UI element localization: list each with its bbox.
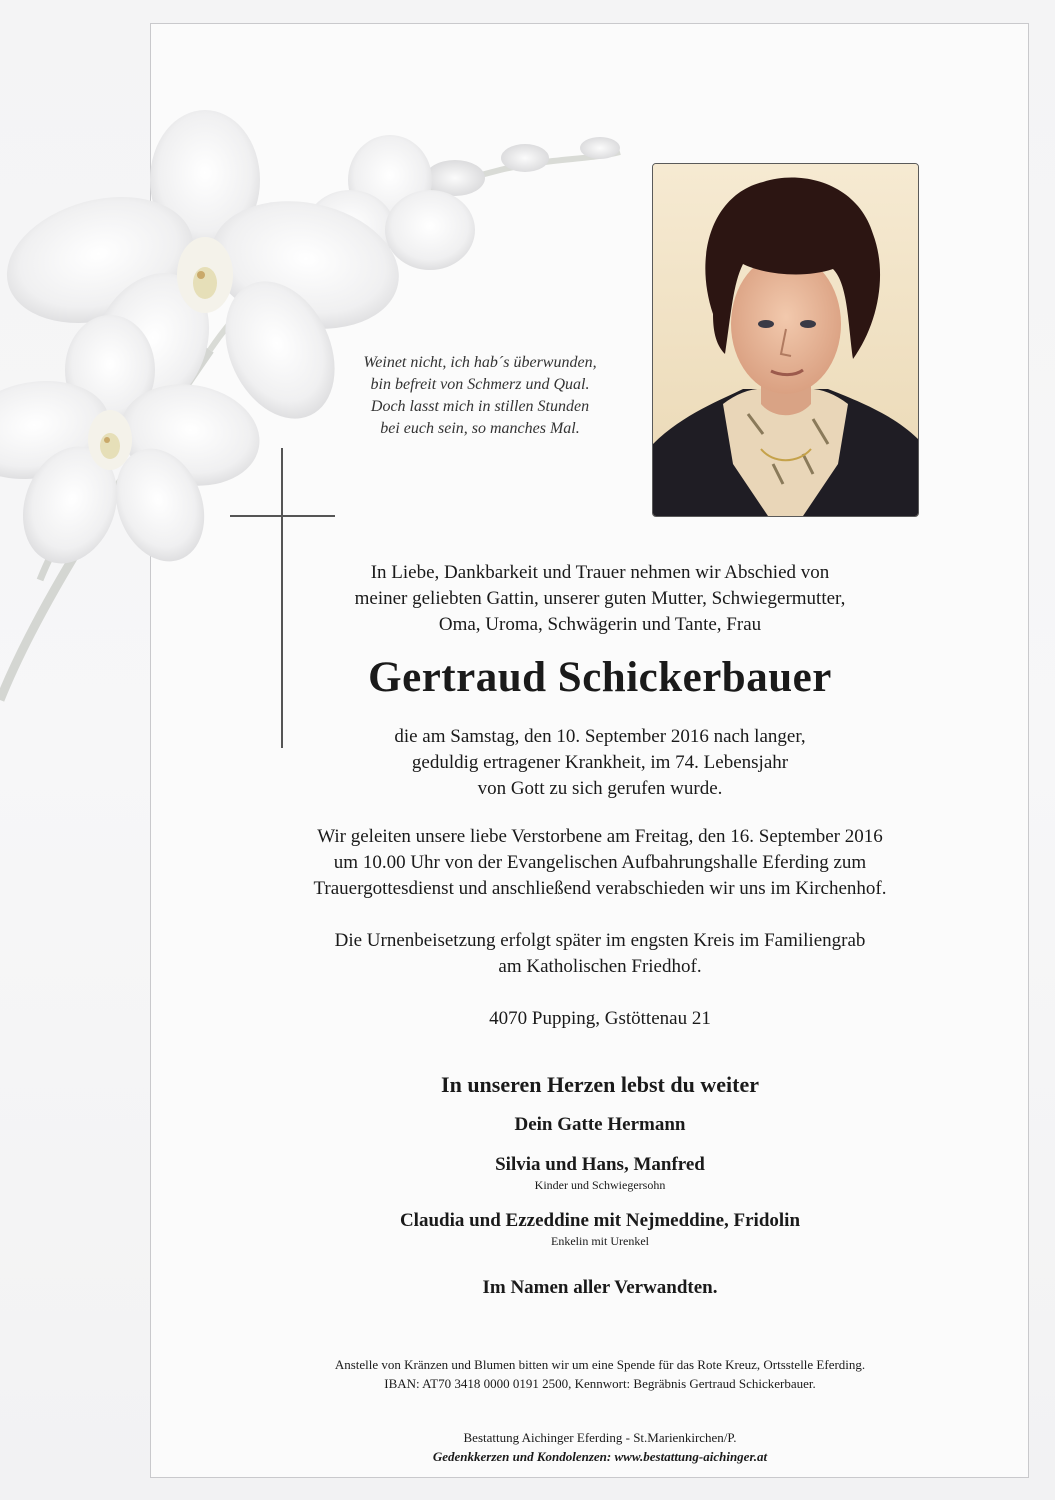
mourner-grandchildren-note: Enkelin mit Urenkel	[551, 1234, 649, 1248]
mourner-grandchildren: Claudia und Ezzeddine mit Nejmeddine, Fridolin	[399, 1210, 801, 1231]
urn-line: Die Urnenbeisetzung erfolgt später im engsten Kreis im Familiengrab	[334, 930, 866, 951]
death-notice-line: von Gott zu sich gerufen wurde.	[477, 778, 723, 799]
portrait-image	[653, 164, 918, 516]
intro-text	[200, 560, 1000, 638]
mourner-children: Silvia und Hans, Manfred	[495, 1154, 705, 1175]
poem-line: bei euch sein, so manches Mal.	[380, 420, 580, 437]
death-notice-line: geduldig ertragener Krankheit, im 74. Lebensjahr	[411, 752, 789, 773]
intro-line: Oma, Uroma, Schwägerin und Tante, Frau	[438, 614, 762, 635]
poem-line: Weinet nicht, ich hab´s überwunden,	[363, 354, 597, 371]
deceased-name: Gertraud Schickerbauer	[368, 654, 832, 701]
portrait-photo	[652, 163, 919, 517]
undertaker-name: Bestattung Aichinger Eferding - St.Marienkirchen/P.	[463, 1430, 737, 1445]
urn-burial-note	[200, 928, 1000, 980]
undertaker-info	[160, 1428, 1040, 1466]
intro-line: In Liebe, Dankbarkeit und Trauer nehmen wir Abschied von	[370, 562, 830, 583]
intro-line: meiner geliebten Gattin, unserer guten Mutter, Schwiegermutter,	[354, 588, 846, 609]
donation-line: IBAN: AT70 3418 0000 0191 2500, Kennwort: Begräbnis Gertraud Schickerbauer.	[384, 1376, 816, 1391]
donation-line: Anstelle von Kränzen und Blumen bitten wir um eine Spende für das Rote Kreuz, Ortsstelle Eferding.	[334, 1357, 866, 1372]
funeral-line: um 10.00 Uhr von der Evangelischen Aufbahrungshalle Eferding zum	[333, 852, 867, 873]
mourners-heading: In unseren Herzen lebst du weiter	[441, 1072, 759, 1097]
urn-line: am Katholischen Friedhof.	[498, 956, 702, 977]
mourner-children-note: Kinder und Schwiegersohn	[534, 1178, 666, 1192]
cross-bar	[230, 515, 335, 517]
funeral-line: Wir geleiten unsere liebe Verstorbene am Freitag, den 16. September 2016	[317, 826, 883, 847]
funeral-line: Trauergottesdienst und anschließend verabschieden wir uns im Kirchenhof.	[313, 878, 887, 899]
death-notice-line: die am Samstag, den 10. September 2016 nach langer,	[394, 726, 806, 747]
mourners-closing: Im Namen aller Verwandten.	[482, 1277, 718, 1298]
memorial-poem	[330, 352, 630, 440]
undertaker-web: Gedenkkerzen und Kondolenzen: www.bestattung-aichinger.at	[432, 1449, 768, 1464]
poem-line: bin befreit von Schmerz und Qual.	[370, 376, 590, 393]
funeral-details	[200, 824, 1000, 902]
donation-request	[160, 1355, 1040, 1393]
family-address: 4070 Pupping, Gstöttenau 21	[489, 1008, 711, 1029]
death-notice	[200, 724, 1000, 802]
mourner-husband: Dein Gatte Hermann	[514, 1114, 686, 1135]
poem-line: Doch lasst mich in stillen Stunden	[370, 398, 590, 415]
